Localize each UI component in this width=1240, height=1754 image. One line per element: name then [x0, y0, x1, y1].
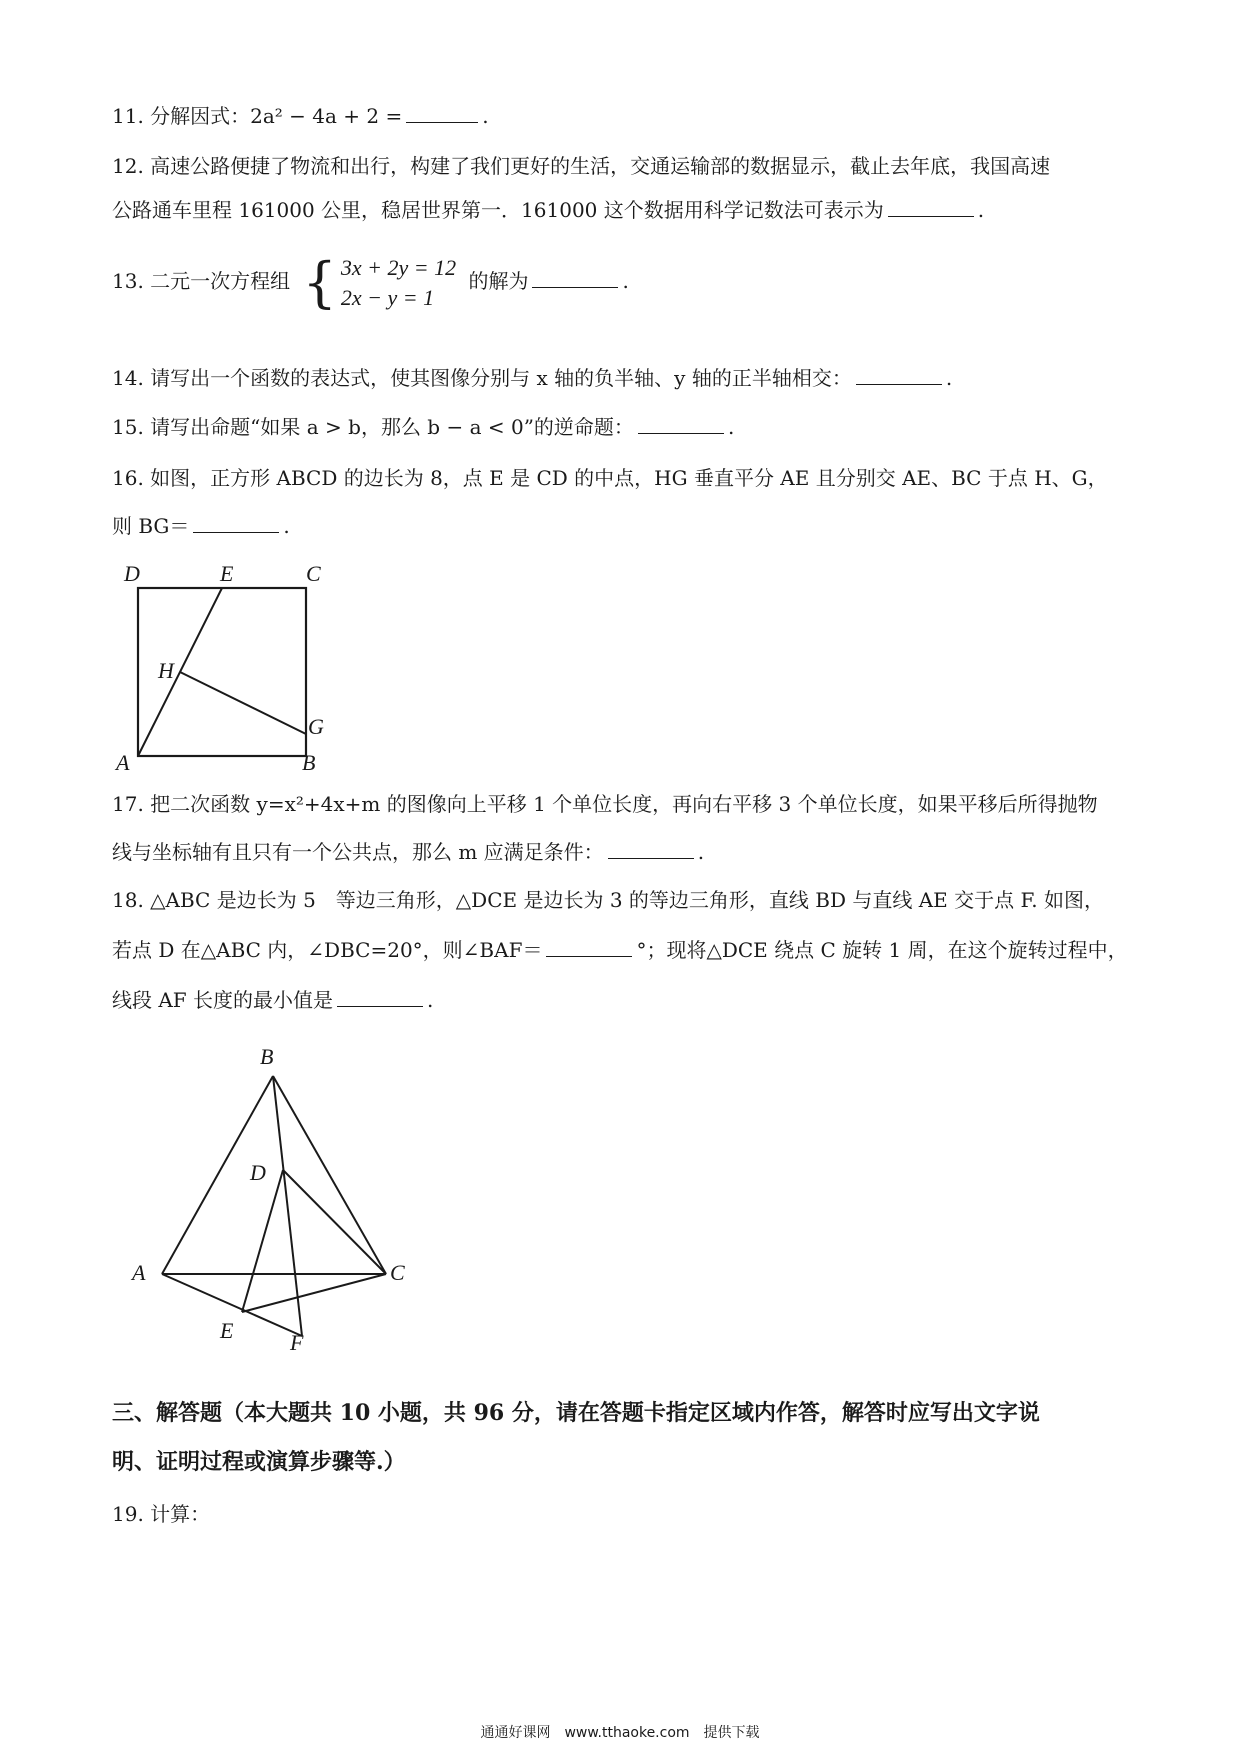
q16-text: 则 BG＝ [112, 514, 190, 538]
question-14 [112, 364, 952, 392]
question-17-line1: 17. 把二次函数 y=x²+4x+m 的图像向上平移 1 个单位长度，再向右平移 3 个单位长度，如果平移后所得抛物 [112, 792, 1098, 816]
q17-end: . [697, 840, 705, 864]
q18-text-c: 线段 AF 长度的最小值是 [112, 988, 334, 1012]
question-13 [112, 248, 629, 314]
question-16-line1: 16. 如图，正方形 ABCD 的边长为 8，点 E 是 CD 的中点，HG 垂直平分 AE 且分别交 AE、BC 于点 H、G， [112, 466, 1108, 490]
question-19: 19. 计算： [112, 1502, 211, 1526]
label-a: A [116, 750, 130, 775]
equation-rows [341, 253, 456, 313]
equation-system [302, 250, 457, 314]
label-f: F [290, 1330, 304, 1355]
question-18-line3 [112, 986, 433, 1014]
label-b: B [260, 1044, 274, 1069]
label-h: H [158, 658, 174, 683]
answer-blank [638, 415, 724, 434]
label-b: B [302, 750, 316, 775]
q13-end: . [622, 269, 629, 293]
q18-text-b: °；现将△DCE 绕点 C 旋转 1 周，在这个旋转过程中， [636, 938, 1128, 962]
segment-de [242, 1170, 283, 1312]
segment-bc [273, 1076, 386, 1274]
q15-text: 15. 请写出命题“如果 a > b，那么 b − a < 0”的逆命题： [112, 415, 634, 439]
square-figure [110, 556, 340, 776]
triangle-figure [120, 1036, 440, 1356]
segment-ec [242, 1274, 386, 1312]
label-g: G [308, 714, 324, 739]
brace-symbol: { [302, 250, 337, 314]
label-c: C [306, 561, 321, 586]
q15-end: . [727, 415, 735, 439]
q11-end: . [482, 104, 489, 128]
answer-blank [608, 840, 694, 859]
q18-text-a: 若点 D 在△ABC 内，∠DBC=20°，则∠BAF＝ [112, 938, 543, 962]
section-3-heading-line2: 明、证明过程或演算步骤等.） [112, 1449, 406, 1475]
q14-end: . [945, 366, 953, 390]
q13-suffix: 的解为 [468, 269, 529, 293]
q14-text: 14. 请写出一个函数的表达式，使其图像分别与 x 轴的负半轴、y 轴的正半轴相交： [112, 366, 852, 390]
answer-blank [888, 198, 974, 217]
label-d: D [124, 561, 140, 586]
equation-2: 2x − y = 1 [340, 284, 435, 310]
question-12-line1: 12. 高速公路便捷了物流和出行，构建了我们更好的生活，交通运输部的数据显示，截止去年底，我国高速 [112, 154, 1051, 178]
q17-text: 线与坐标轴有且只有一个公共点，那么 m 应满足条件： [112, 840, 604, 864]
label-e: E [220, 1318, 234, 1343]
question-17-line2 [112, 838, 704, 866]
q18-end: . [427, 988, 434, 1012]
answer-blank [546, 938, 632, 957]
q11-text: 11. 分解因式：2a² − 4a + 2 = [112, 104, 403, 128]
answer-blank [532, 269, 618, 288]
answer-blank [337, 988, 423, 1007]
label-d: D [250, 1160, 266, 1185]
question-12-line2 [112, 196, 984, 224]
label-c: C [390, 1260, 405, 1285]
label-a: A [132, 1260, 146, 1285]
q12-text: 公路通车里程 161000 公里，稳居世界第一．161000 这个数据用科学记数法可表示为 [112, 198, 884, 222]
section-3-heading-line1: 三、解答题（本大题共 10 小题，共 96 分，请在答题卡指定区域内作答，解答时应写出文字说 [112, 1400, 1040, 1426]
answer-blank [193, 514, 279, 533]
page-footer: 通通好课网 www.tthaoke.com 提供下载 [480, 1725, 760, 1741]
q13-prefix: 13. 二元一次方程组 [112, 269, 291, 293]
question-11 [112, 102, 489, 130]
question-15 [112, 413, 734, 441]
equation-1: 3x + 2y = 12 [340, 254, 457, 280]
q12-end: . [977, 198, 985, 222]
answer-blank [856, 366, 942, 385]
question-18-line2 [112, 936, 1128, 964]
q16-end: . [283, 514, 290, 538]
question-16-line2 [112, 512, 290, 540]
label-e: E [220, 561, 234, 586]
question-18-line1: 18. △ABC 是边长为 5 等边三角形，△DCE 是边长为 3 的等边三角形，直线 BD 与直线 AE 交于点 F. 如图， [112, 888, 1104, 912]
segment-hg [180, 672, 306, 734]
answer-blank [406, 104, 478, 123]
